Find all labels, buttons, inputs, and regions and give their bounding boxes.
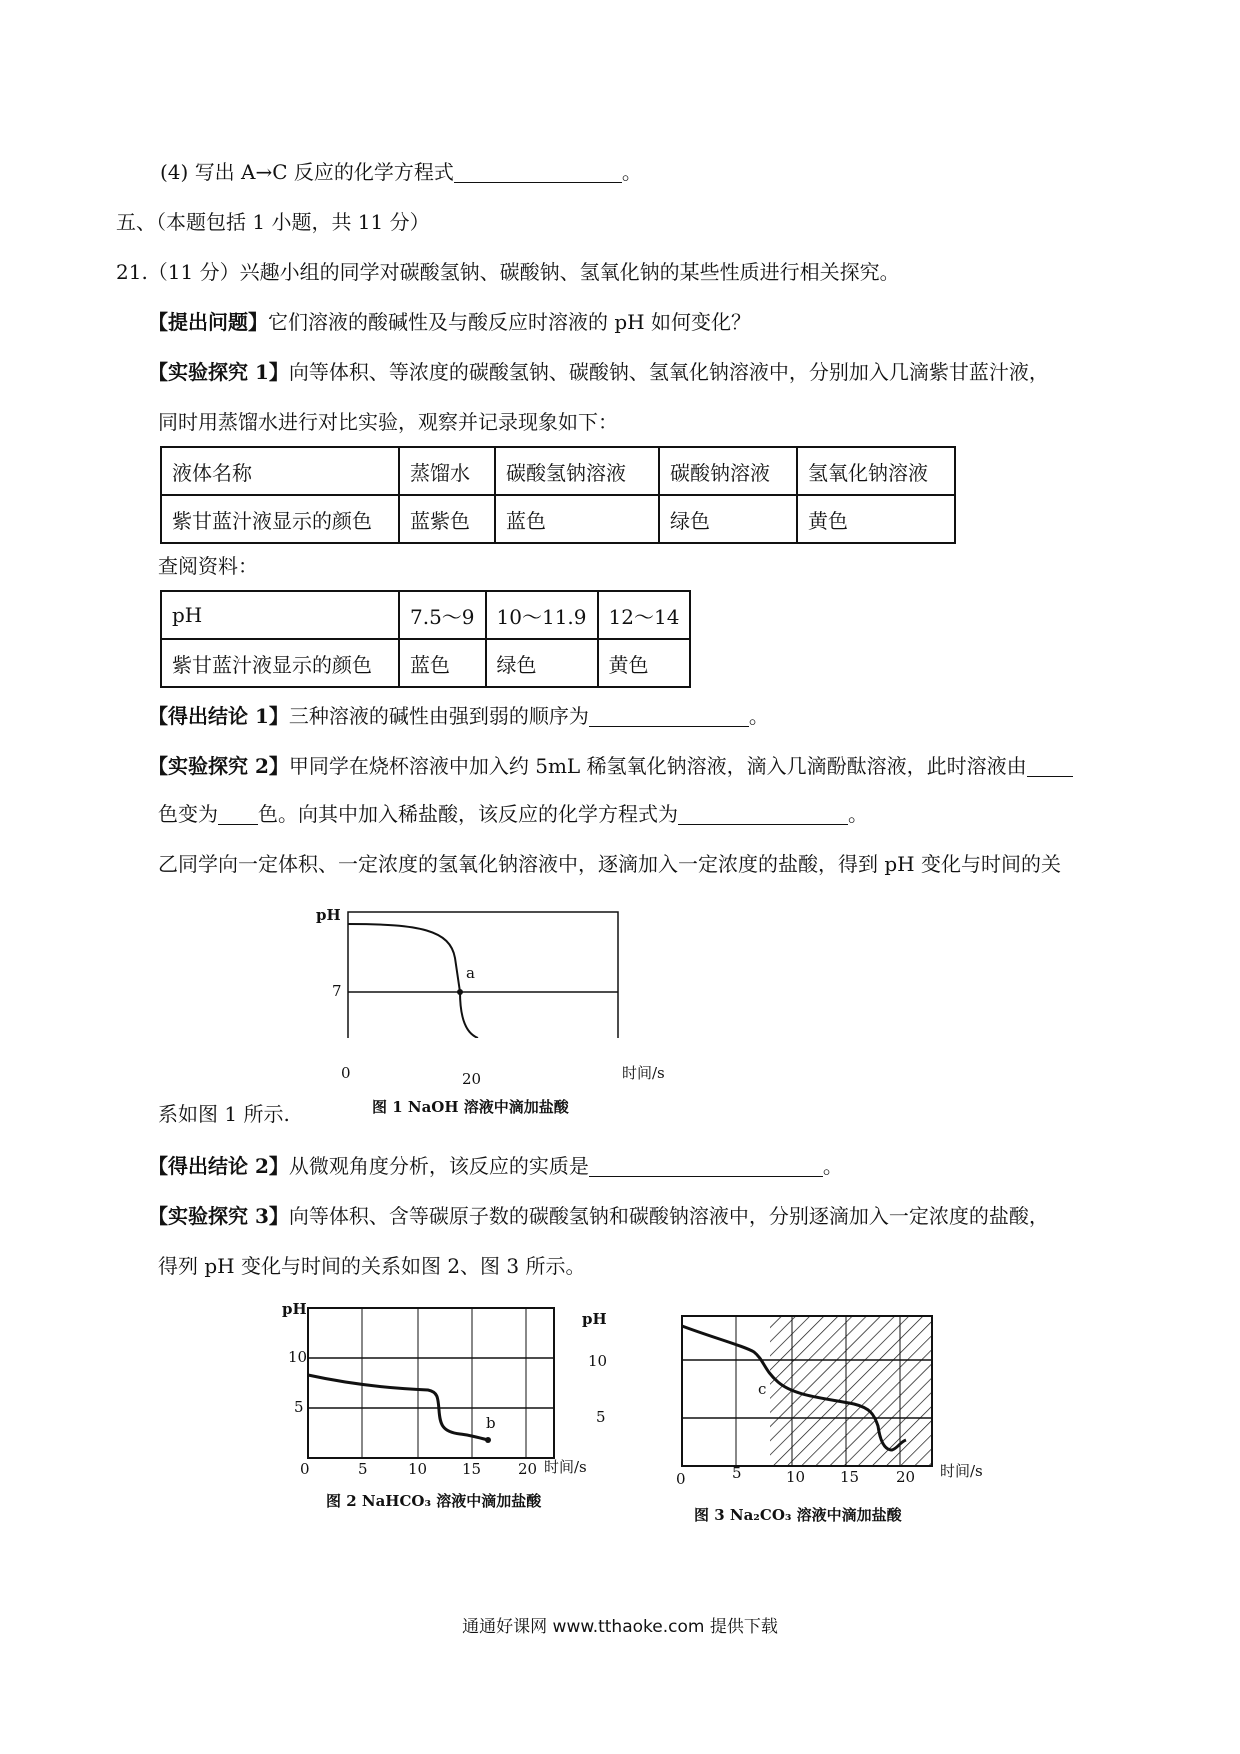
figure-2-tick-10x: 10 [408, 1460, 428, 1478]
figure-3-tick-10x: 10 [786, 1468, 806, 1486]
figure-2-tick-5x: 5 [358, 1460, 368, 1478]
table-cell: 蒸馏水 [399, 447, 495, 495]
table-cell: 蓝色 [495, 495, 659, 543]
figure-1-y-axis-label: pH [316, 906, 341, 924]
table-cell: pH [161, 591, 399, 639]
figure-1-tick-20: 20 [462, 1070, 482, 1088]
table-cell: 黄色 [797, 495, 955, 543]
answer-blank [589, 1154, 823, 1177]
table-cell: 蓝紫色 [399, 495, 495, 543]
figure-1-point-a-label: a [466, 964, 475, 982]
answer-blank [589, 704, 749, 727]
experiment-2-text: 色变为 [158, 802, 218, 826]
pose-question-text: 它们溶液的酸碱性及与酸反应时溶液的 pH 如何变化？ [268, 310, 751, 334]
figure-1-tick-7: 7 [332, 982, 342, 1000]
experiment-1-line-1 [148, 358, 1049, 386]
experiment-2-line-1 [148, 752, 1073, 780]
table-cell: 黄色 [598, 639, 691, 687]
figure-2-point-b [485, 1437, 491, 1443]
figure-3-x-axis-label: 时间/s [940, 1462, 983, 1480]
table-cell: 氢氧化钠溶液 [797, 447, 955, 495]
experiment-3-text: 向等体积、含等碳原子数的碳酸氢钠和碳酸钠溶液中，分别逐滴加入一定浓度的盐酸， [288, 1204, 1049, 1228]
footer-download-note: 通通好课网 www.tthaoke.com 提供下载 [462, 1617, 778, 1637]
observation-table [160, 446, 956, 544]
figure-3-tick-10: 10 [588, 1352, 608, 1370]
experiment-1-text: 向等体积、等浓度的碳酸氢钠、碳酸钠、氢氧化钠溶液中，分别加入几滴紫甘蓝汁液， [288, 360, 1049, 384]
figure-2-tick-10: 10 [288, 1348, 308, 1366]
experiment-3-tag: 【实验探究 3】 [148, 1204, 289, 1228]
figure-1-curve [348, 924, 478, 1038]
figure-1-ph-curve [300, 898, 700, 1038]
period: 。 [621, 160, 642, 184]
conclusion-1-text: 三种溶液的碱性由强到弱的顺序为 [288, 704, 589, 728]
figure-2-tick-20x: 20 [518, 1460, 538, 1478]
experiment-1-tag: 【实验探究 1】 [148, 360, 289, 384]
answer-blank [454, 160, 622, 183]
experiment-2-text: 甲同学在烧杯溶液中加入约 5mL 稀氢氧化钠溶液，滴入几滴酚酞溶液，此时溶液由 [288, 754, 1027, 778]
reference-label: 查阅资料： [158, 554, 258, 578]
period: 。 [848, 802, 868, 826]
figure-2-point-b-label: b [486, 1414, 496, 1432]
figure-2-y-axis-label: pH [282, 1300, 307, 1318]
table-cell: 碳酸氢钠溶液 [495, 447, 659, 495]
experiment-2-tag: 【实验探究 2】 [148, 754, 289, 778]
experiment-2-text: 色。向其中加入稀盐酸，该反应的化学方程式为 [258, 802, 678, 826]
period: 。 [822, 1154, 843, 1178]
figure-3-caption: 图 3 Na₂CO₃ 溶液中滴加盐酸 [694, 1506, 902, 1524]
table-cell: 绿色 [659, 495, 797, 543]
experiment-3-line-1 [148, 1202, 1049, 1230]
pose-question-tag: 【提出问题】 [148, 310, 268, 334]
question-4-text: (4) 写出 A→C 反应的化学方程式 [160, 160, 454, 184]
table-cell: 12～14 [598, 591, 691, 639]
conclusion-2 [148, 1152, 843, 1180]
table-row [161, 447, 955, 495]
reference-table [160, 590, 691, 688]
figure-3-point-c-label: c [758, 1380, 767, 1398]
table-cell: 绿色 [486, 639, 598, 687]
table-cell: 蓝色 [399, 639, 486, 687]
conclusion-2-tag: 【得出结论 2】 [148, 1154, 289, 1178]
figure-1-tick-0: 0 [341, 1064, 351, 1082]
table-cell: 10～11.9 [486, 591, 598, 639]
table-cell: 液体名称 [161, 447, 399, 495]
figure-1-point-a [457, 989, 463, 995]
figure-3-tick-5: 5 [596, 1408, 606, 1426]
experiment-2-line-2 [158, 800, 868, 828]
figure-3-tick-5x: 5 [732, 1464, 742, 1482]
table-cell: 紫甘蓝汁液显示的颜色 [161, 639, 399, 687]
conclusion-1 [148, 702, 769, 730]
table-cell: 紫甘蓝汁液显示的颜色 [161, 495, 399, 543]
figure-3-ph-curve [674, 1310, 974, 1490]
figure-3-tick-20x: 20 [896, 1468, 916, 1486]
figure-2-tick-5: 5 [294, 1398, 304, 1416]
answer-blank [1027, 754, 1073, 777]
figure-2-caption: 图 2 NaHCO₃ 溶液中滴加盐酸 [326, 1492, 542, 1510]
figure-2-x-axis-label: 时间/s [544, 1458, 587, 1476]
table-row [161, 591, 690, 639]
answer-blank [678, 802, 848, 825]
period: 。 [748, 704, 769, 728]
pose-question [148, 308, 751, 336]
figure-2-ph-curve [300, 1300, 590, 1480]
section-heading: 五、（本题包括 1 小题，共 11 分） [116, 210, 430, 234]
figure-3-y-axis-label: pH [582, 1310, 607, 1328]
conclusion-2-text: 从微观角度分析，该反应的实质是 [288, 1154, 589, 1178]
table-row [161, 639, 690, 687]
experiment-2-line-3: 乙同学向一定体积、一定浓度的氢氧化钠溶液中，逐滴加入一定浓度的盐酸，得到 pH 变化与时间的关 [158, 852, 1061, 876]
table-cell: 碳酸钠溶液 [659, 447, 797, 495]
figure-3-tick-15x: 15 [840, 1468, 860, 1486]
experiment-3-line-2: 得列 pH 变化与时间的关系如图 2、图 3 所示。 [158, 1254, 586, 1278]
table-cell: 7.5～9 [399, 591, 486, 639]
experiment-1-line-2: 同时用蒸馏水进行对比实验，观察并记录现象如下： [158, 410, 618, 434]
figure-2-tick-0: 0 [300, 1460, 310, 1478]
figure-1-caption: 图 1 NaOH 溶液中滴加盐酸 [372, 1098, 569, 1116]
question-21-intro: 21.（11 分）兴趣小组的同学对碳酸氢钠、碳酸钠、氢氧化钠的某些性质进行相关探究。 [116, 260, 900, 284]
figure-3-tick-0: 0 [676, 1470, 686, 1488]
table-row [161, 495, 955, 543]
answer-blank [218, 802, 258, 825]
figure-1-frame [348, 912, 618, 1038]
figure-2-tick-15x: 15 [462, 1460, 482, 1478]
conclusion-1-tag: 【得出结论 1】 [148, 704, 289, 728]
figure-1-x-axis-label: 时间/s [622, 1064, 665, 1082]
question-4 [160, 158, 642, 186]
experiment-2-line-4: 系如图 1 所示. [158, 1102, 290, 1126]
